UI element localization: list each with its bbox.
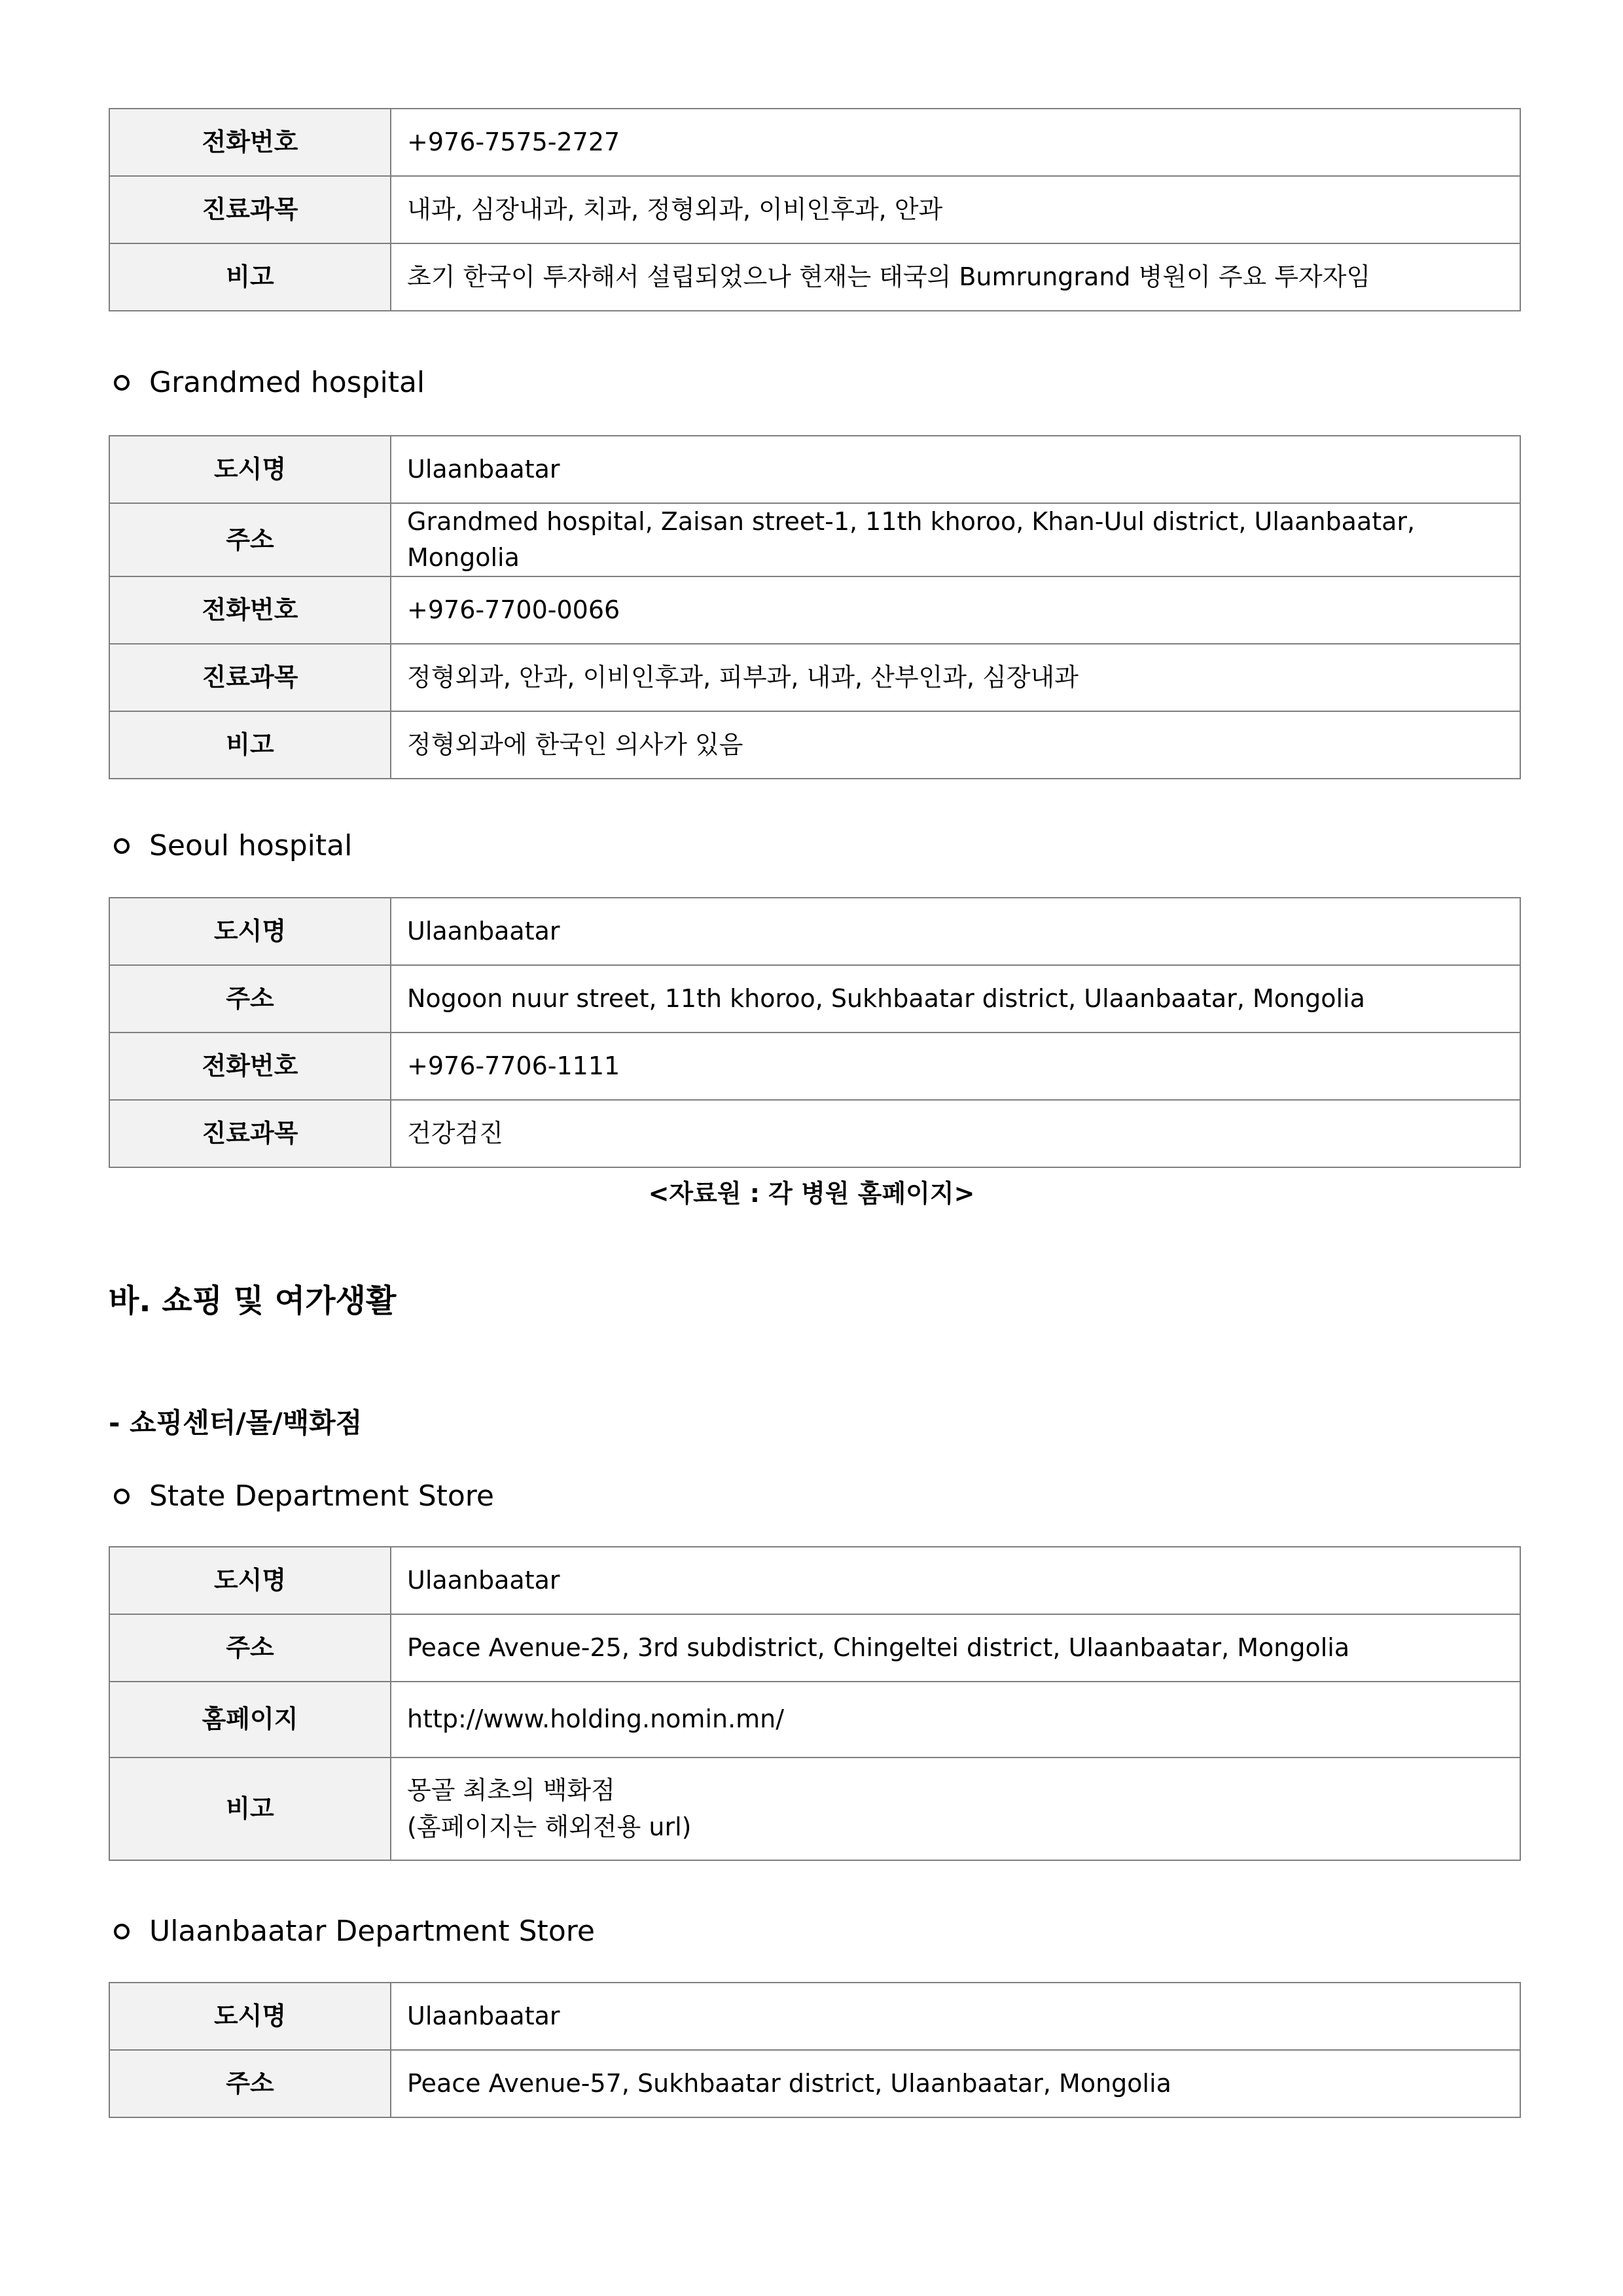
city-label: 도시명	[109, 898, 391, 965]
table-row	[109, 898, 1520, 965]
ub-store-table	[109, 1982, 1521, 2118]
departments-value: 내과, 심장내과, 치과, 정형외과, 이비인후과, 안과	[391, 176, 1520, 243]
table-row	[109, 243, 1520, 311]
remarks-value: 정형외과에 한국인 의사가 있음	[391, 711, 1520, 779]
remarks-value	[391, 1757, 1520, 1860]
phone-value: +976-7700-0066	[391, 576, 1520, 644]
hospital-continued-table	[109, 108, 1521, 311]
phone-value: +976-7706-1111	[391, 1033, 1520, 1100]
circle-bullet-icon	[114, 838, 130, 854]
departments-label: 진료과목	[109, 1100, 391, 1167]
remarks-label: 비고	[109, 243, 391, 311]
table-row	[109, 2050, 1520, 2117]
city-value: Ulaanbaatar	[391, 436, 1520, 503]
source-caption: <자료원 : 각 병원 홈페이지>	[648, 1179, 975, 1208]
table-row	[109, 1682, 1520, 1757]
homepage-label: 홈페이지	[109, 1682, 391, 1757]
remarks-line-1: 몽골 최초의 백화점	[407, 1776, 615, 1805]
address-value: Peace Avenue-25, 3rd subdistrict, Chingeltei district, Ulaanbaatar, Mongolia	[391, 1614, 1520, 1682]
city-value: Ulaanbaatar	[391, 1983, 1520, 2050]
table-row	[109, 436, 1520, 503]
table-row	[109, 176, 1520, 243]
table-row	[109, 576, 1520, 644]
table-row	[109, 1614, 1520, 1682]
remarks-line-2: (홈페이지는 해외전용 url)	[407, 1812, 692, 1841]
address-label: 주소	[109, 503, 391, 576]
grandmed-heading	[114, 363, 425, 402]
phone-label: 전화번호	[109, 576, 391, 644]
circle-bullet-icon	[114, 1489, 130, 1504]
address-label: 주소	[109, 965, 391, 1033]
remarks-label: 비고	[109, 1757, 391, 1860]
table-row	[109, 644, 1520, 711]
seoul-heading	[114, 826, 352, 866]
city-label: 도시명	[109, 436, 391, 503]
circle-bullet-icon	[114, 1924, 130, 1939]
section-title: 바. 쇼핑 및 여가생활	[109, 1282, 397, 1319]
table-row	[109, 1757, 1520, 1860]
state-store-table	[109, 1546, 1521, 1861]
table-row	[109, 503, 1520, 576]
remarks-label: 비고	[109, 711, 391, 779]
table-row	[109, 965, 1520, 1033]
remarks-value: 초기 한국이 투자해서 설립되었으나 현재는 태국의 Bumrungrand 병원이 주요 투자자임	[391, 243, 1520, 311]
table-row	[109, 1033, 1520, 1100]
table-row	[109, 109, 1520, 176]
phone-label: 전화번호	[109, 109, 391, 176]
circle-bullet-icon	[114, 375, 130, 391]
grandmed-table	[109, 435, 1521, 779]
homepage-value: http://www.holding.nomin.mn/	[391, 1682, 1520, 1757]
address-label: 주소	[109, 1614, 391, 1682]
address-value: Nogoon nuur street, 11th khoroo, Sukhbaatar district, Ulaanbaatar, Mongolia	[391, 965, 1520, 1033]
table-row	[109, 711, 1520, 779]
address-label: 주소	[109, 2050, 391, 2117]
departments-value: 건강검진	[391, 1100, 1520, 1167]
table-row	[109, 1547, 1520, 1614]
city-value: Ulaanbaatar	[391, 1547, 1520, 1614]
ub-store-title: Ulaanbaatar Department Store	[149, 1915, 595, 1948]
city-label: 도시명	[109, 1547, 391, 1614]
phone-value: +976-7575-2727	[391, 109, 1520, 176]
seoul-table	[109, 897, 1521, 1168]
seoul-title: Seoul hospital	[149, 829, 353, 862]
city-label: 도시명	[109, 1983, 391, 2050]
state-store-heading	[114, 1477, 494, 1516]
table-row	[109, 1100, 1520, 1167]
table-row	[109, 1983, 1520, 2050]
category-title: - 쇼핑센터/몰/백화점	[109, 1407, 363, 1439]
address-value: Peace Avenue-57, Sukhbaatar district, Ulaanbaatar, Mongolia	[391, 2050, 1520, 2117]
departments-label: 진료과목	[109, 176, 391, 243]
address-value: Grandmed hospital, Zaisan street-1, 11th khoroo, Khan-Uul district, Ulaanbaatar, Mongolia	[391, 503, 1520, 576]
grandmed-title: Grandmed hospital	[149, 366, 425, 399]
ub-store-heading	[114, 1912, 595, 1951]
phone-label: 전화번호	[109, 1033, 391, 1100]
departments-value: 정형외과, 안과, 이비인후과, 피부과, 내과, 산부인과, 심장내과	[391, 644, 1520, 711]
state-store-title: State Department Store	[149, 1479, 494, 1513]
city-value: Ulaanbaatar	[391, 898, 1520, 965]
departments-label: 진료과목	[109, 644, 391, 711]
